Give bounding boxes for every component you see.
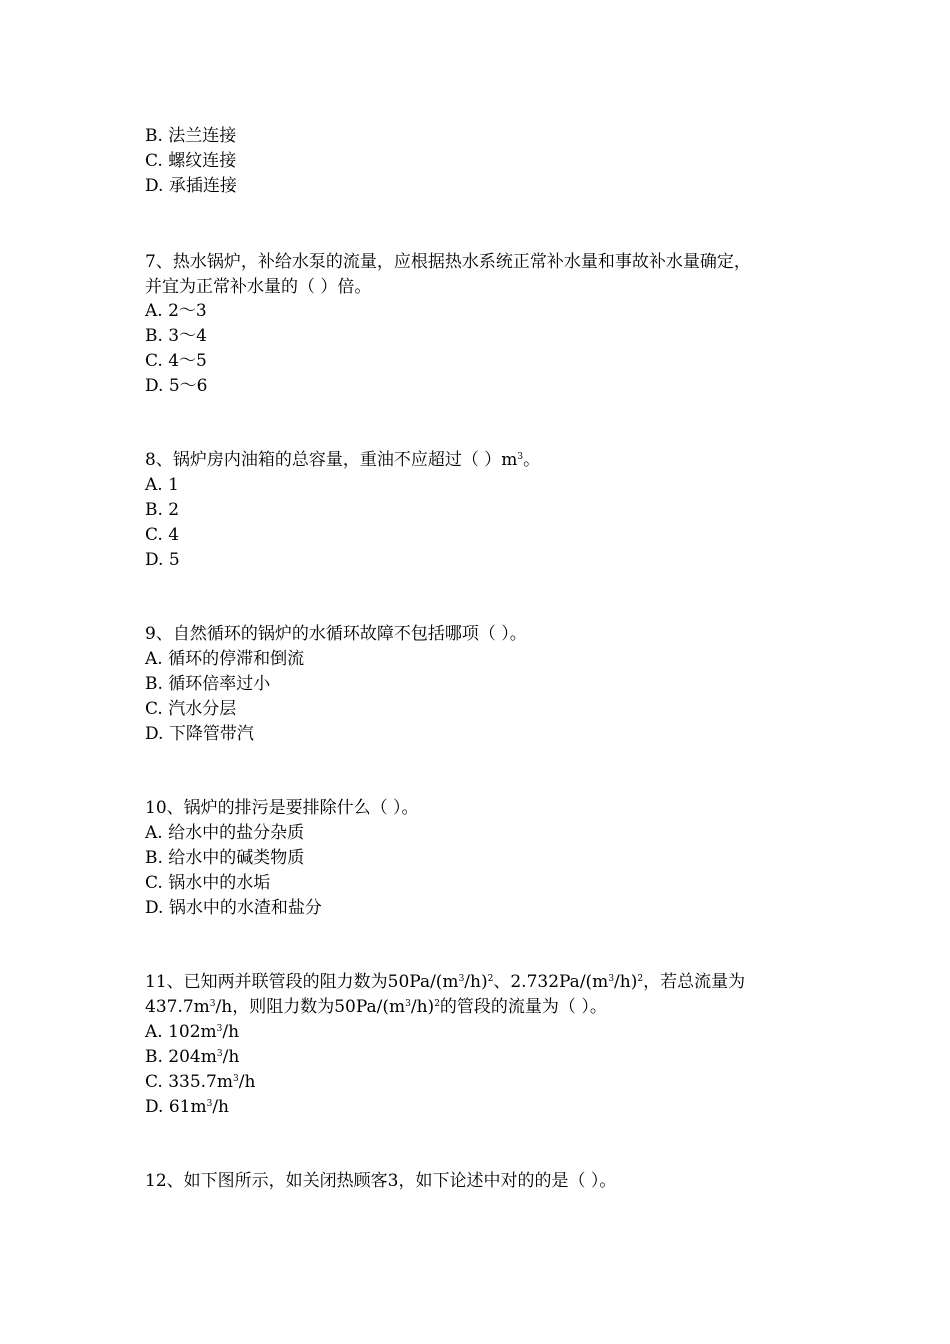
- q7-option-c: C. 4～5: [145, 351, 207, 371]
- q7-option-d: D. 5～6: [145, 376, 208, 396]
- q11-option-b: B. $204m^3/h$: [145, 1047, 240, 1067]
- q8-option-a: A. 1: [145, 475, 179, 495]
- q6-option-c: C. 螺纹连接: [145, 151, 237, 171]
- q12-stem: 12、如下图所示，如关闭热顾客3，如下论述中对的的是（ ）。: [145, 1171, 617, 1191]
- q6-option-b: B. 法兰连接: [145, 126, 237, 146]
- q11-option-a: A. $102m^3/h$: [145, 1022, 240, 1042]
- q9-option-c: C. 汽水分层: [145, 699, 237, 719]
- q10-option-d: D. 锅水中的水渣和盐分: [145, 898, 322, 918]
- q7-option-a: A. 2～3: [145, 301, 207, 321]
- q9-stem: 9、自然循环的锅炉的水循环故障不包括哪项（ ）。: [145, 624, 527, 644]
- q9-option-d: D. 下降管带汽: [145, 724, 254, 744]
- q8-option-d: D. 5: [145, 550, 180, 570]
- q11-stem-line2: $437.7m^3/h$，则阻力数为$50Pa/(m^3/h)^2$的管段的流量为（ ）。: [145, 997, 607, 1017]
- q9-option-b: B. 循环倍率过小: [145, 674, 271, 694]
- q10-stem: 10、锅炉的排污是要排除什么（ ）。: [145, 798, 419, 818]
- q6-option-d: D. 承插连接: [145, 176, 237, 196]
- q11-option-c: C. $335.7m^3/h$: [145, 1072, 256, 1092]
- q7-stem-line1: 7、热水锅炉，补给水泵的流量，应根据热水系统正常补水量和事故补水量确定，: [145, 252, 751, 272]
- q10-option-a: A. 给水中的盐分杂质: [145, 823, 305, 843]
- q8-option-b: B. 2: [145, 500, 180, 520]
- q11-option-d: D. $61m^3/h$: [145, 1097, 230, 1117]
- q8-stem: 8、锅炉房内油箱的总容量，重油不应超过（ ）$m^3$。: [145, 450, 541, 470]
- q10-option-c: C. 锅水中的水垢: [145, 873, 271, 893]
- q8-option-c: C. 4: [145, 525, 180, 545]
- q11-stem-line1: 11、已知两并联管段的阻力数为$50Pa/(m^3/h)^2$、$2.732Pa/(m^3/h)^2$，若总流量为: [145, 972, 746, 992]
- q10-option-b: B. 给水中的碱类物质: [145, 848, 305, 868]
- q9-option-a: A. 循环的停滞和倒流: [145, 649, 305, 669]
- q7-stem-line2: 并宜为正常补水量的（ ）倍。: [145, 277, 372, 297]
- q7-option-b: B. 3～4: [145, 326, 207, 346]
